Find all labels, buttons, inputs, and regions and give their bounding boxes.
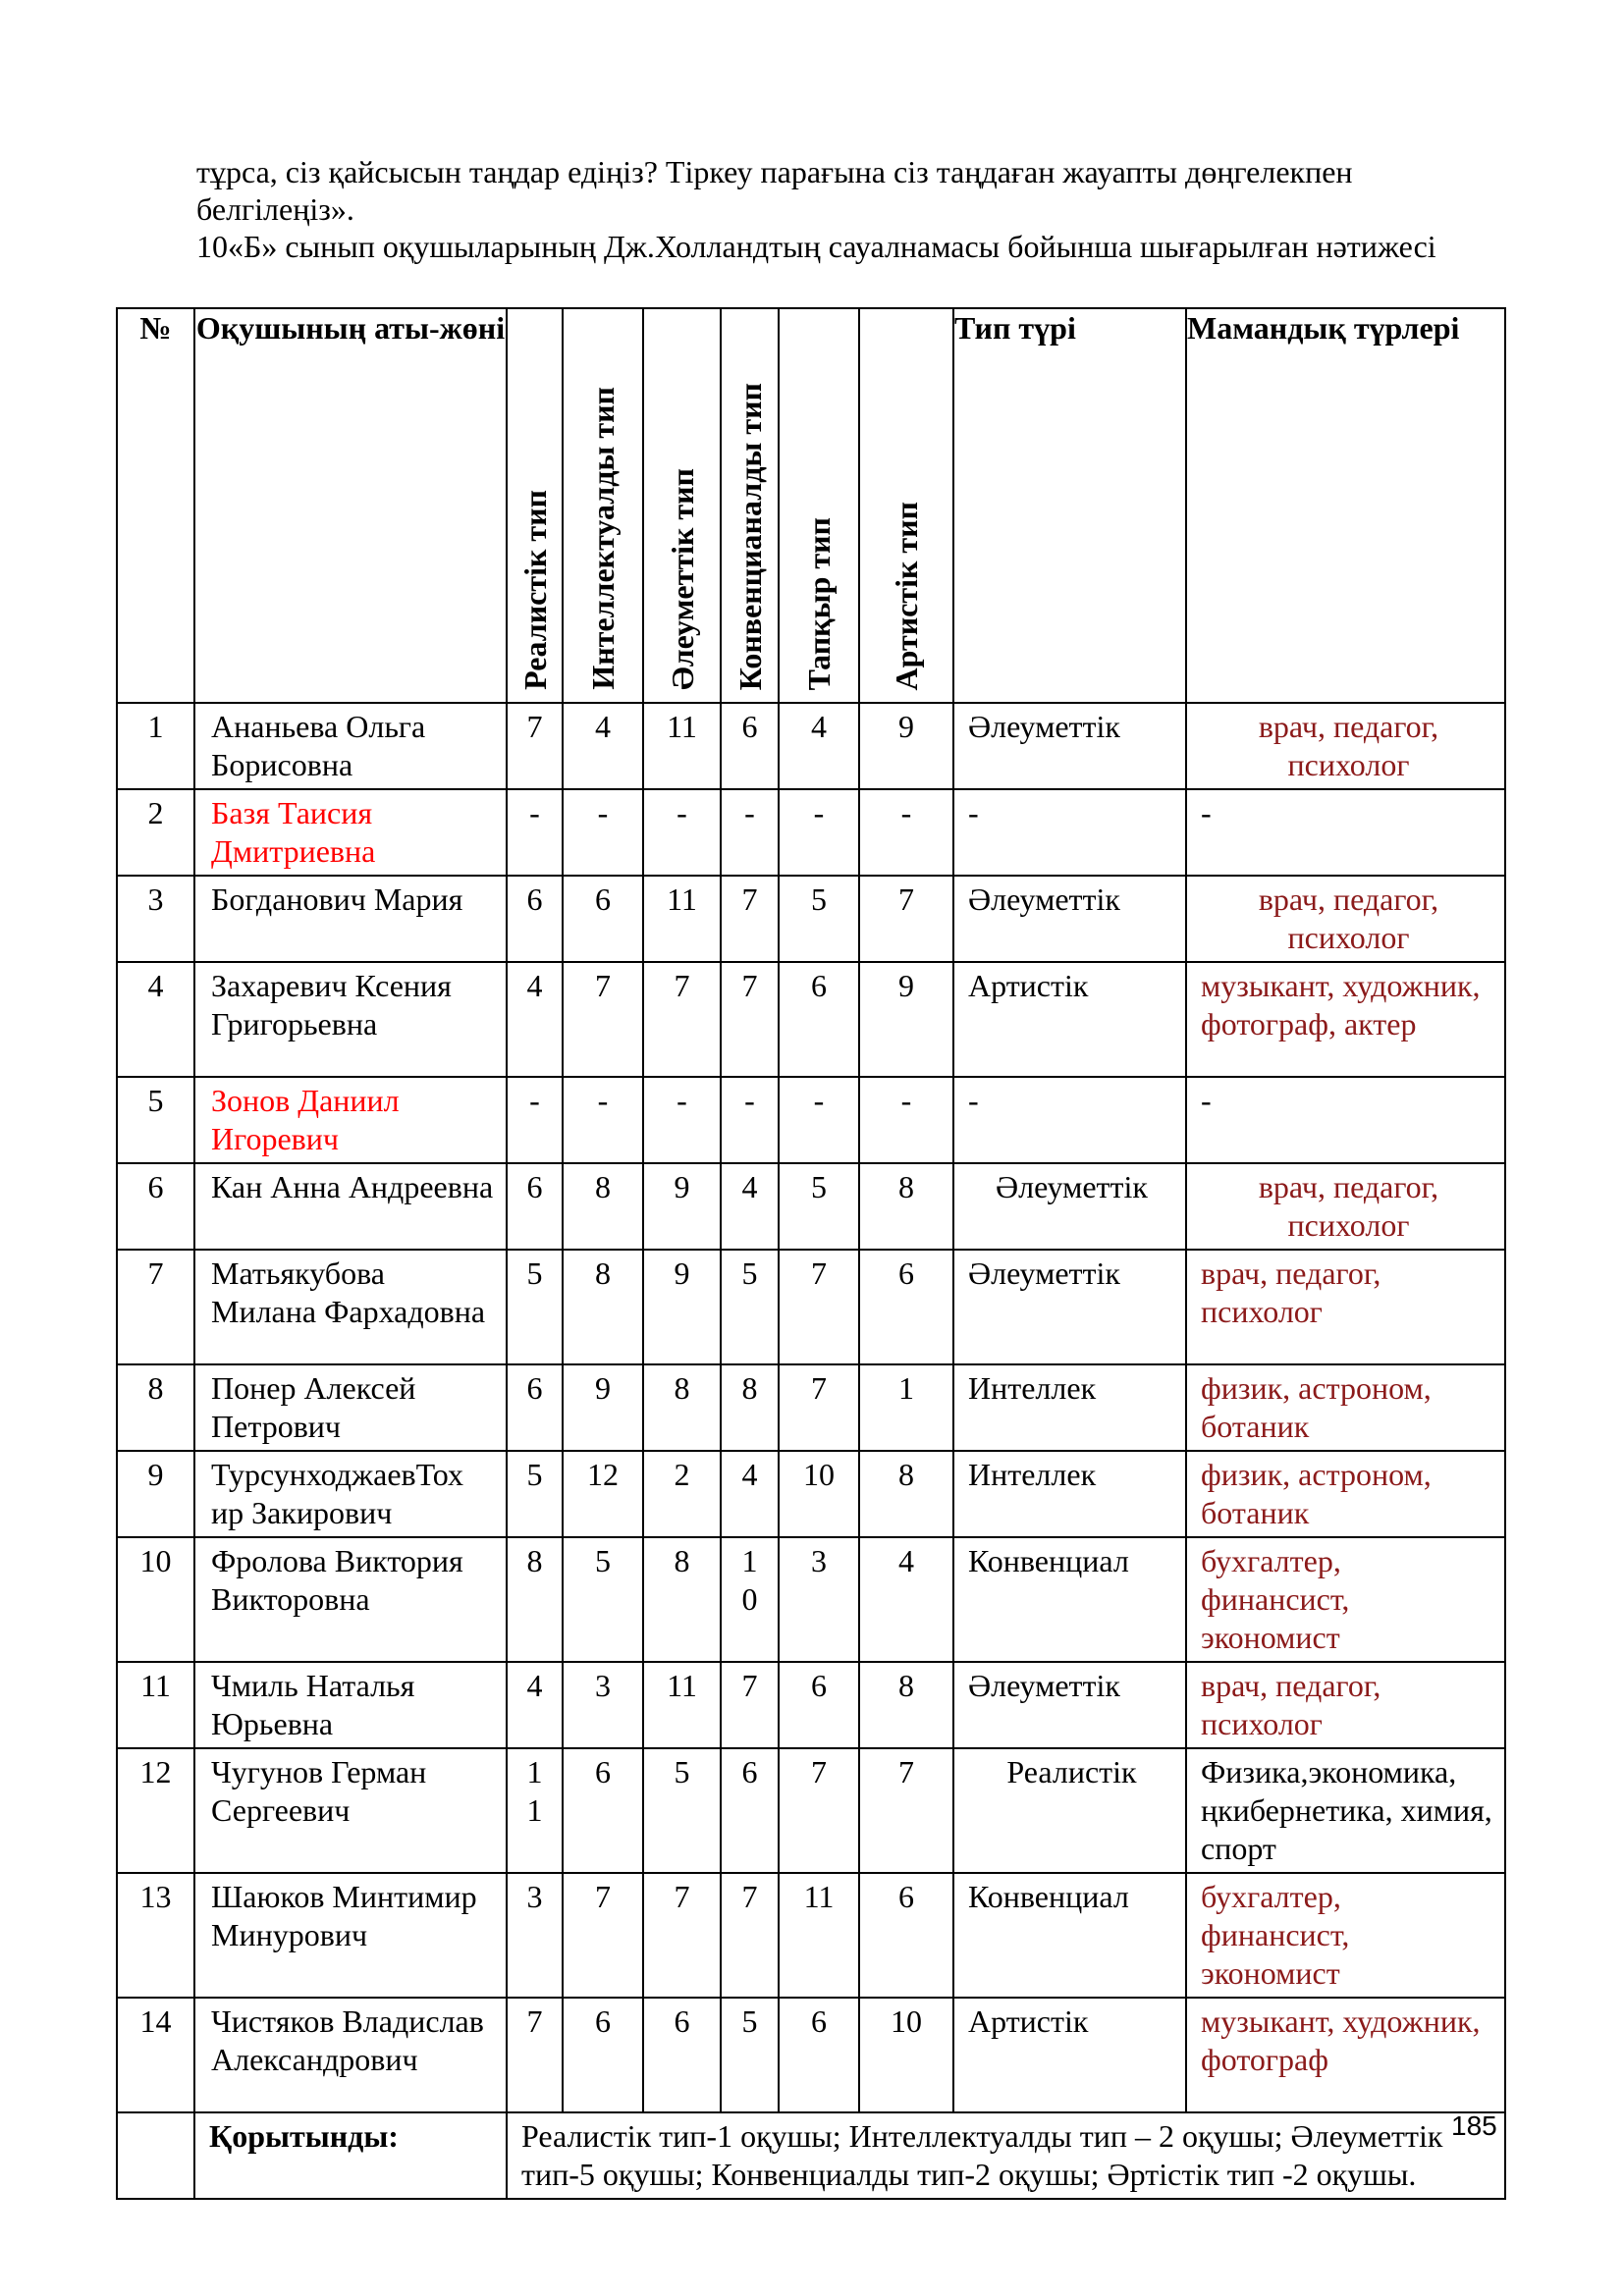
table-row — [117, 1748, 1505, 1873]
score-e: - — [779, 789, 859, 876]
professions: физик, астроном, ботаник — [1186, 1451, 1505, 1537]
row-number: 7 — [117, 1250, 194, 1364]
summary-text: Реалистік тип-1 оқушы; Интеллектуалды тип – 2 оқушы; Әлеуметтік тип-5 оқушы; Конвенциалды тип-2 оқушы; Әртістік тип -2 оқушы. — [507, 2112, 1505, 2199]
score-a: 1 — [859, 1364, 953, 1451]
professions: врач, педагог, психолог — [1186, 876, 1505, 962]
table-row — [117, 1662, 1505, 1748]
score-a: - — [859, 1077, 953, 1163]
professions: музыкант, художник, фотограф, актер — [1186, 962, 1505, 1077]
score-e: 10 — [779, 1451, 859, 1537]
col-header-realistic-label: Реалистік тип — [516, 490, 553, 690]
student-name: Шаюков Минтимир Минурович — [194, 1873, 507, 1998]
professions: бухгалтер, финансист, экономист — [1186, 1537, 1505, 1662]
score-a: 6 — [859, 1250, 953, 1364]
table-row — [117, 962, 1505, 1077]
student-name: Матьякубова Милана Фархадовна — [194, 1250, 507, 1364]
score-r: 8 — [507, 1537, 563, 1662]
score-i: 6 — [563, 1748, 643, 1873]
table-row — [117, 876, 1505, 962]
score-r: 7 — [507, 1998, 563, 2112]
personality-type: Әлеуметтік — [953, 1163, 1186, 1250]
score-c: 4 — [721, 1163, 779, 1250]
score-c: 4 — [721, 1451, 779, 1537]
score-e: 6 — [779, 962, 859, 1077]
row-number: 8 — [117, 1364, 194, 1451]
score-s: - — [643, 1077, 721, 1163]
student-name: Богданович Мария — [194, 876, 507, 962]
score-e: 11 — [779, 1873, 859, 1998]
score-r: 4 — [507, 1662, 563, 1748]
col-header-professions: Мамандық түрлері — [1186, 308, 1505, 703]
score-e: - — [779, 1077, 859, 1163]
col-header-intellectual-label: Интеллектуалды тип — [585, 387, 621, 690]
score-e: 6 — [779, 1662, 859, 1748]
score-e: 7 — [779, 1364, 859, 1451]
col-header-conventional-label: Конвенцианалды тип — [731, 382, 768, 690]
score-a: 8 — [859, 1163, 953, 1250]
professions: - — [1186, 789, 1505, 876]
score-c: - — [721, 789, 779, 876]
row-number: 3 — [117, 876, 194, 962]
student-name: Фролова Виктория Викторовна — [194, 1537, 507, 1662]
score-a: 4 — [859, 1537, 953, 1662]
score-a: 10 — [859, 1998, 953, 2112]
row-number: 6 — [117, 1163, 194, 1250]
col-header-artistic — [859, 308, 953, 703]
table-row — [117, 1364, 1505, 1451]
personality-type: - — [953, 1077, 1186, 1163]
score-i: 6 — [563, 876, 643, 962]
score-e: 7 — [779, 1250, 859, 1364]
student-name: Ананьева Ольга Борисовна — [194, 703, 507, 789]
score-r: 6 — [507, 1163, 563, 1250]
score-s: 11 — [643, 876, 721, 962]
col-header-enterprising — [779, 308, 859, 703]
personality-type: Конвенциал — [953, 1537, 1186, 1662]
table-row — [117, 1451, 1505, 1537]
score-i: 9 — [563, 1364, 643, 1451]
col-header-social — [643, 308, 721, 703]
score-a: 8 — [859, 1451, 953, 1537]
score-s: 7 — [643, 1873, 721, 1998]
score-i: - — [563, 1077, 643, 1163]
row-number: 9 — [117, 1451, 194, 1537]
professions: Физика,экономика, ңкибернетика, химия, спорт — [1186, 1748, 1505, 1873]
personality-type: Реалистік — [953, 1748, 1186, 1873]
professions: музыкант, художник, фотограф — [1186, 1998, 1505, 2112]
score-i: 5 — [563, 1537, 643, 1662]
table-row — [117, 703, 1505, 789]
score-c: 5 — [721, 1998, 779, 2112]
score-c: 1 0 — [721, 1537, 779, 1662]
col-header-type: Тип түрі — [953, 308, 1186, 703]
score-c: 7 — [721, 962, 779, 1077]
personality-type: Артистік — [953, 962, 1186, 1077]
score-e: 6 — [779, 1998, 859, 2112]
score-i: 3 — [563, 1662, 643, 1748]
score-c: 6 — [721, 1748, 779, 1873]
row-number: 1 — [117, 703, 194, 789]
professions: бухгалтер, финансист, экономист — [1186, 1873, 1505, 1998]
col-header-intellectual — [563, 308, 643, 703]
score-e: 5 — [779, 876, 859, 962]
score-i: 12 — [563, 1451, 643, 1537]
score-i: 7 — [563, 962, 643, 1077]
score-a: - — [859, 789, 953, 876]
score-s: 9 — [643, 1250, 721, 1364]
row-number: 11 — [117, 1662, 194, 1748]
holland-results-table — [116, 307, 1506, 2200]
page-number: 185 — [1451, 2110, 1497, 2141]
score-e: 5 — [779, 1163, 859, 1250]
row-number: 12 — [117, 1748, 194, 1873]
col-header-conventional — [721, 308, 779, 703]
student-name: Зонов Даниил Игоревич — [194, 1077, 507, 1163]
student-name: Кан Анна Андреевна — [194, 1163, 507, 1250]
col-header-realistic — [507, 308, 563, 703]
personality-type: Әлеуметтік — [953, 1662, 1186, 1748]
score-e: 7 — [779, 1748, 859, 1873]
score-s: - — [643, 789, 721, 876]
student-name: Чмиль Наталья Юрьевна — [194, 1662, 507, 1748]
table-row — [117, 1250, 1505, 1364]
professions: физик, астроном, ботаник — [1186, 1364, 1505, 1451]
score-r: 5 — [507, 1451, 563, 1537]
summary-row — [117, 2112, 1505, 2199]
col-header-social-label: Әлеуметтік тип — [664, 468, 700, 690]
score-r: 3 — [507, 1873, 563, 1998]
score-a: 6 — [859, 1873, 953, 1998]
personality-type: Конвенциал — [953, 1873, 1186, 1998]
score-i: 8 — [563, 1163, 643, 1250]
student-name: Чистяков Владислав Александрович — [194, 1998, 507, 2112]
score-r: 6 — [507, 876, 563, 962]
score-s: 7 — [643, 962, 721, 1077]
personality-type: Әлеуметтік — [953, 1250, 1186, 1364]
personality-type: Интеллек — [953, 1364, 1186, 1451]
professions: - — [1186, 1077, 1505, 1163]
score-c: 5 — [721, 1250, 779, 1364]
score-a: 9 — [859, 962, 953, 1077]
score-e: 4 — [779, 703, 859, 789]
table-row — [117, 1873, 1505, 1998]
score-c: 6 — [721, 703, 779, 789]
table-row — [117, 789, 1505, 876]
score-r: 7 — [507, 703, 563, 789]
row-number: 4 — [117, 962, 194, 1077]
student-name: Базя Таисия Дмитриевна — [194, 789, 507, 876]
col-header-name: Оқушының аты-жөні — [194, 308, 507, 703]
personality-type: Әлеуметтік — [953, 876, 1186, 962]
score-i: 7 — [563, 1873, 643, 1998]
personality-type: Артистік — [953, 1998, 1186, 2112]
score-r: 1 1 — [507, 1748, 563, 1873]
score-c: - — [721, 1077, 779, 1163]
row-number: 5 — [117, 1077, 194, 1163]
professions: врач, педагог, психолог — [1186, 703, 1505, 789]
score-c: 7 — [721, 876, 779, 962]
summary-label: Қорытынды: — [194, 2112, 507, 2199]
score-s: 5 — [643, 1748, 721, 1873]
score-s: 8 — [643, 1537, 721, 1662]
score-c: 8 — [721, 1364, 779, 1451]
score-r: - — [507, 1077, 563, 1163]
intro-text — [196, 153, 1492, 265]
score-s: 6 — [643, 1998, 721, 2112]
score-c: 7 — [721, 1662, 779, 1748]
score-e: 3 — [779, 1537, 859, 1662]
score-a: 8 — [859, 1662, 953, 1748]
score-r: 5 — [507, 1250, 563, 1364]
score-s: 11 — [643, 1662, 721, 1748]
col-header-num: № — [117, 308, 194, 703]
score-s: 9 — [643, 1163, 721, 1250]
row-number: 10 — [117, 1537, 194, 1662]
score-i: 8 — [563, 1250, 643, 1364]
score-c: 7 — [721, 1873, 779, 1998]
student-name: ТурсунходжаевТох ир Закирович — [194, 1451, 507, 1537]
personality-type: - — [953, 789, 1186, 876]
professions: врач, педагог, психолог — [1186, 1662, 1505, 1748]
score-s: 8 — [643, 1364, 721, 1451]
score-s: 11 — [643, 703, 721, 789]
intro-paragraph: тұрса, сіз қайсысын таңдар едіңіз? Тіркеу парағына сіз таңдаған жауапты дөңгелекпен белгілеңіз». — [196, 154, 1353, 227]
score-i: 6 — [563, 1998, 643, 2112]
score-s: 2 — [643, 1451, 721, 1537]
table-header-row — [117, 308, 1505, 703]
score-r: - — [507, 789, 563, 876]
col-header-artistic-label: Артистік тип — [889, 501, 924, 690]
score-a: 9 — [859, 703, 953, 789]
table-row — [117, 1537, 1505, 1662]
student-name: Понер Алексей Петрович — [194, 1364, 507, 1451]
professions: врач, педагог, психолог — [1186, 1163, 1505, 1250]
score-r: 4 — [507, 962, 563, 1077]
student-name: Захаревич Ксения Григорьевна — [194, 962, 507, 1077]
table-row — [117, 1998, 1505, 2112]
score-a: 7 — [859, 876, 953, 962]
score-i: 4 — [563, 703, 643, 789]
personality-type: Әлеуметтік — [953, 703, 1186, 789]
table-row — [117, 1163, 1505, 1250]
table-body — [117, 703, 1505, 2112]
score-a: 7 — [859, 1748, 953, 1873]
summary-empty-cell — [117, 2112, 194, 2199]
row-number: 13 — [117, 1873, 194, 1998]
row-number: 14 — [117, 1998, 194, 2112]
score-i: - — [563, 789, 643, 876]
table-caption: 10«Б» сынып оқушыларының Дж.Холландтың сауалнамасы бойынша шығарылған нәтижесі — [196, 229, 1436, 264]
row-number: 2 — [117, 789, 194, 876]
table-row — [117, 1077, 1505, 1163]
professions: врач, педагог, психолог — [1186, 1250, 1505, 1364]
score-r: 6 — [507, 1364, 563, 1451]
col-header-enterprising-label: Тапқыр тип — [801, 516, 837, 690]
student-name: Чугунов Герман Сергеевич — [194, 1748, 507, 1873]
personality-type: Интеллек — [953, 1451, 1186, 1537]
